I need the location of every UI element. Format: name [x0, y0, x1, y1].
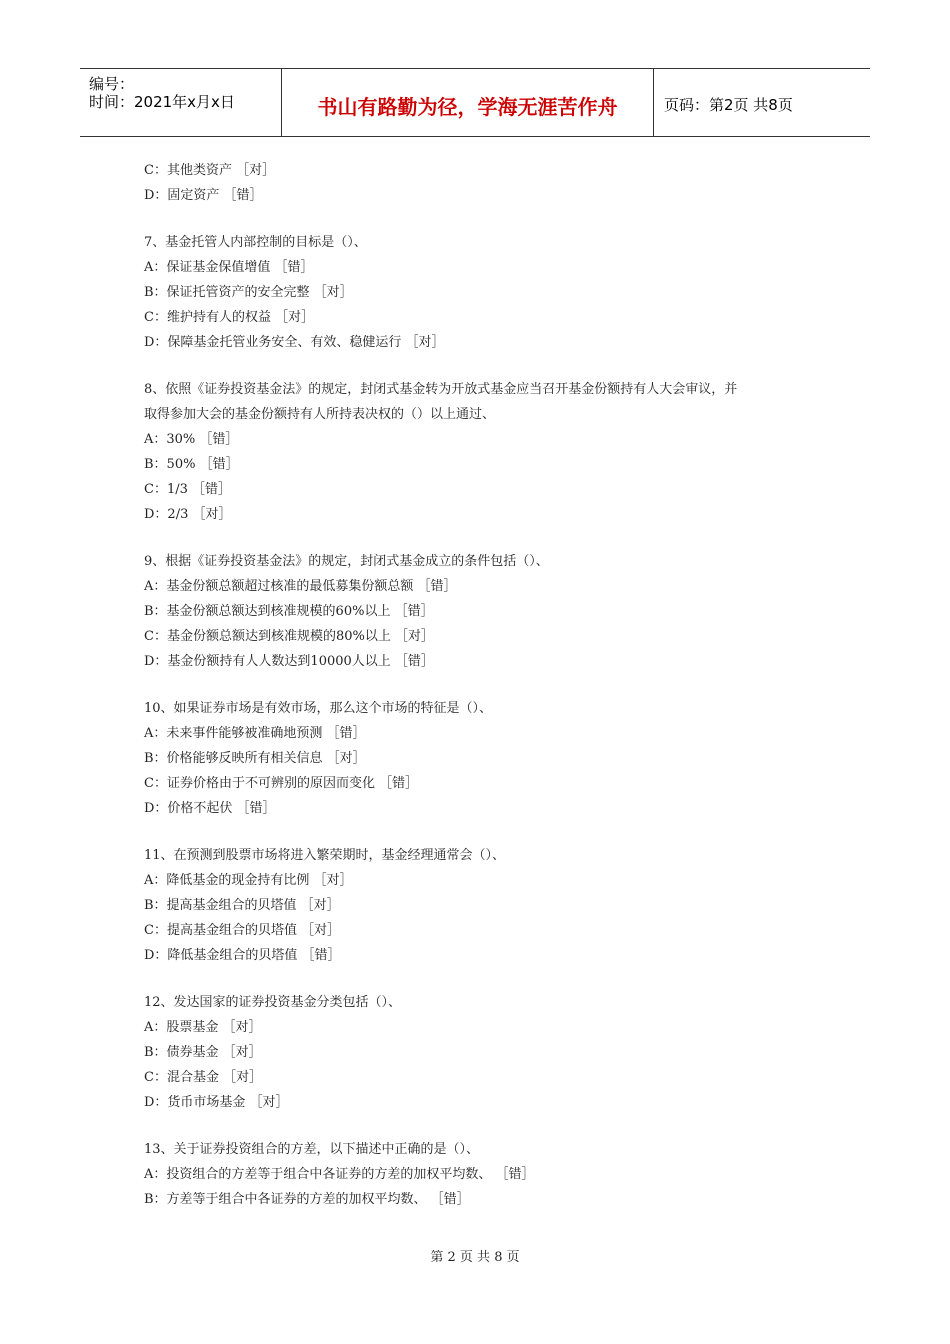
answer-option: B：价格能够反映所有相关信息 ［对］: [144, 751, 366, 766]
block-gap: [144, 674, 824, 696]
answer-option: D：降低基金组合的贝塔值 ［错］: [144, 948, 341, 963]
header-page-number: 页码：第2页 共8页: [664, 96, 793, 114]
answer-option: C：其他类资产 ［对］: [144, 163, 276, 178]
answer-option: A：投资组合的方差等于组合中各证券的方差的加权平均数、 ［错］: [144, 1167, 535, 1182]
answer-option: D：基金份额持有人人数达到10000人以上 ［错］: [144, 654, 434, 669]
block-gap: [144, 355, 824, 377]
answer-option: A：股票基金 ［对］: [144, 1020, 262, 1035]
answer-option: C：提高基金组合的贝塔值 ［对］: [144, 923, 341, 938]
page-footer: 第 2 页 共 8 页: [430, 1250, 520, 1265]
answer-option: B：基金份额总额达到核准规模的60%以上 ［错］: [144, 604, 434, 619]
block-gap: [144, 527, 824, 549]
block-gap: [144, 208, 824, 230]
answer-option: C：1/3 ［错］: [144, 482, 232, 497]
answer-option: B：保证托管资产的安全完整 ［对］: [144, 285, 353, 300]
question-text: 取得参加大会的基金份额持有人所持表决权的（）以上通过、: [144, 407, 496, 422]
answer-option: C：维护持有人的权益 ［对］: [144, 310, 315, 325]
answer-option: D：2/3 ［对］: [144, 507, 232, 522]
answer-option: B：方差等于组合中各证券的方差的加权平均数、 ［错］: [144, 1192, 470, 1207]
block-gap: [144, 1115, 824, 1137]
answer-option: A：未来事件能够被准确地预测 ［错］: [144, 726, 366, 741]
answer-option: D：价格不起伏 ［错］: [144, 801, 276, 816]
page-header: [80, 68, 870, 137]
answer-option: B：债券基金 ［对］: [144, 1045, 262, 1060]
answer-option: D：货币市场基金 ［对］: [144, 1095, 289, 1110]
number-label: 编号：: [89, 75, 135, 93]
question-text: 7、基金托管人内部控制的目标是（）、: [144, 235, 367, 250]
header-meta: [80, 69, 282, 136]
answer-option: B：50% ［错］: [144, 457, 239, 472]
question-text: 13、关于证券投资组合的方差，以下描述中正确的是（）、: [144, 1142, 480, 1157]
answer-option: A：基金份额总额超过核准的最低募集份额总额 ［错］: [144, 579, 457, 594]
time-label: 时间：2021年x月x日: [89, 93, 235, 111]
question-text: 12、发达国家的证券投资基金分类包括（）、: [144, 995, 402, 1010]
header-motto: 书山有路勤为径，学海无涯苦作舟: [282, 69, 654, 136]
answer-option: C：混合基金 ［对］: [144, 1070, 263, 1085]
answer-option: D：固定资产 ［错］: [144, 188, 263, 203]
document-body: [144, 158, 824, 1212]
question-text: 9、根据《证券投资基金法》的规定，封闭式基金成立的条件包括（）、: [144, 554, 549, 569]
question-text: 8、依照《证券投资基金法》的规定，封闭式基金转为开放式基金应当召开基金份额持有人大会审议，并: [144, 382, 738, 397]
question-text: 11、在预测到股票市场将进入繁荣期时，基金经理通常会（）、: [144, 848, 506, 863]
answer-option: B：提高基金组合的贝塔值 ［对］: [144, 898, 340, 913]
question-text: 10、如果证券市场是有效市场，那么这个市场的特征是（）、: [144, 701, 493, 716]
answer-option: C：基金份额总额达到核准规模的80%以上 ［对］: [144, 629, 434, 644]
answer-option: A：保证基金保值增值 ［错］: [144, 260, 314, 275]
answer-option: A：降低基金的现金持有比例 ［对］: [144, 873, 353, 888]
answer-option: A：30% ［错］: [144, 432, 239, 447]
block-gap: [144, 821, 824, 843]
answer-option: D：保障基金托管业务安全、有效、稳健运行 ［对］: [144, 335, 445, 350]
block-gap: [144, 968, 824, 990]
answer-option: C：证券价格由于不可辨别的原因而变化 ［错］: [144, 776, 419, 791]
